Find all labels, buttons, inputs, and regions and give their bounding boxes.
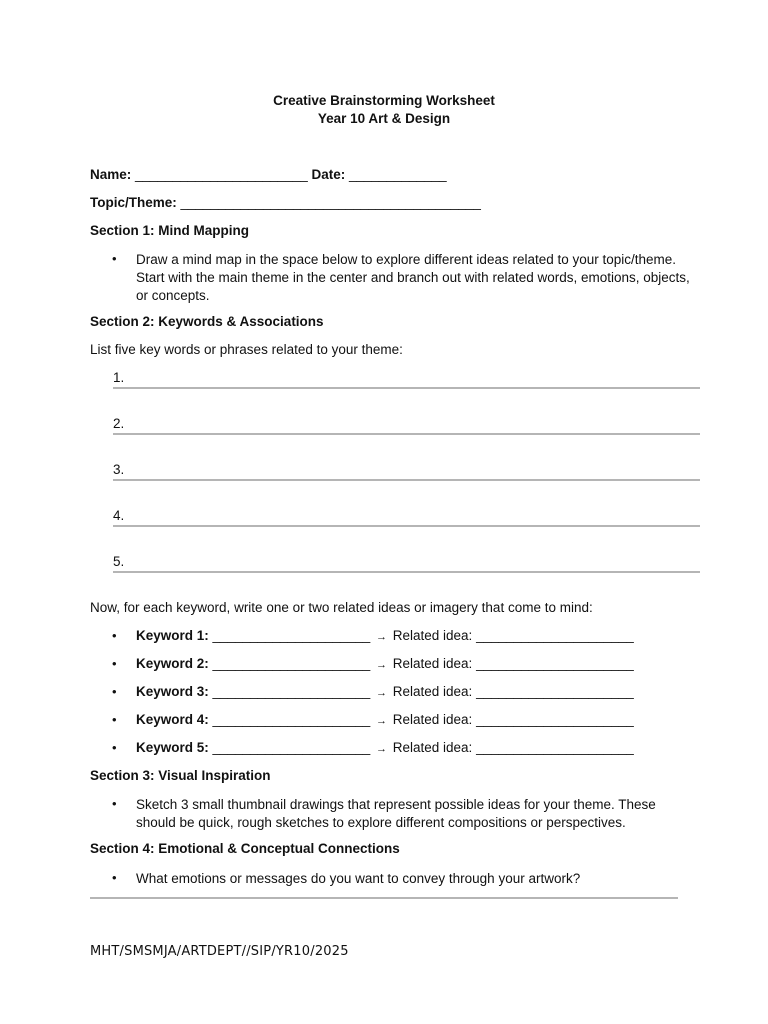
- related-idea-blank[interactable]: _____________________: [476, 740, 634, 755]
- keyword-answer-line-5[interactable]: [113, 571, 700, 573]
- keyword-number-3: 3.: [113, 462, 125, 477]
- right-arrow-icon: →: [375, 687, 387, 699]
- keyword-number-2: 2.: [113, 416, 125, 431]
- related-idea-label: Related idea:: [392, 628, 473, 643]
- topic-blank[interactable]: ________________________________________: [180, 195, 481, 210]
- related-idea-label: Related idea:: [392, 656, 473, 671]
- section3-heading: Section 3: Visual Inspiration: [90, 768, 271, 783]
- bullet-glyph: •: [112, 251, 117, 266]
- keyword-answer-line-1[interactable]: [113, 387, 700, 389]
- date-blank[interactable]: _____________: [349, 167, 447, 182]
- keyword-label: Keyword 4:: [136, 712, 209, 727]
- topic-row: [90, 195, 481, 210]
- keyword-number-4: 4.: [113, 508, 125, 523]
- topic-label: Topic/Theme:: [90, 195, 177, 210]
- keyword-row: [136, 712, 634, 727]
- title-line-2: Year 10 Art & Design: [317, 111, 451, 126]
- related-idea-blank[interactable]: _____________________: [476, 712, 634, 727]
- section1-heading: Section 1: Mind Mapping: [90, 223, 249, 238]
- section2-intro: List five key words or phrases related to your theme:: [90, 342, 403, 357]
- right-arrow-icon: →: [375, 659, 387, 671]
- keyword-label: Keyword 3:: [136, 684, 209, 699]
- keyword-number-5: 5.: [113, 554, 125, 569]
- related-idea-label: Related idea:: [392, 740, 473, 755]
- related-idea-label: Related idea:: [392, 712, 473, 727]
- keyword-answer-line-3[interactable]: [113, 479, 700, 481]
- bullet-glyph: •: [112, 796, 117, 811]
- keyword-label: Keyword 1:: [136, 628, 209, 643]
- date-label: Date:: [311, 167, 346, 182]
- keyword-number-1: 1.: [113, 370, 125, 385]
- name-label: Name:: [90, 167, 132, 182]
- related-idea-label: Related idea:: [392, 684, 473, 699]
- related-idea-blank[interactable]: _____________________: [476, 656, 634, 671]
- worksheet-title: [0, 92, 768, 128]
- section4-heading: Section 4: Emotional & Conceptual Connections: [90, 841, 400, 856]
- right-arrow-icon: →: [375, 743, 387, 755]
- section4-answer-line[interactable]: [90, 897, 678, 899]
- section2-followup: Now, for each keyword, write one or two related ideas or imagery that come to mind:: [90, 600, 593, 615]
- name-blank[interactable]: _______________________: [135, 167, 308, 182]
- keyword-row: [136, 740, 634, 755]
- right-arrow-icon: →: [375, 631, 387, 643]
- section2-heading: Section 2: Keywords & Associations: [90, 314, 324, 329]
- keyword-label: Keyword 5:: [136, 740, 209, 755]
- section4-question: What emotions or messages do you want to convey through your artwork?: [136, 871, 581, 886]
- related-idea-blank[interactable]: _____________________: [476, 628, 634, 643]
- right-arrow-icon: →: [375, 715, 387, 727]
- keyword-row: [136, 684, 634, 699]
- bullet-glyph: •: [112, 870, 117, 885]
- section1-instruction: Draw a mind map in the space below to explore different ideas related to your topic/theme. Start with the main theme in the center and branch out with related words, emotions, objects, or concepts.: [136, 252, 690, 303]
- keyword-blank[interactable]: _____________________: [212, 712, 371, 727]
- keyword-blank[interactable]: _____________________: [212, 656, 371, 671]
- bullet-glyph: •: [112, 740, 117, 755]
- keyword-answer-line-2[interactable]: [113, 433, 700, 435]
- keyword-blank[interactable]: _____________________: [212, 740, 371, 755]
- related-idea-blank[interactable]: _____________________: [476, 684, 634, 699]
- keyword-label: Keyword 2:: [136, 656, 209, 671]
- keyword-row: [136, 628, 634, 643]
- section3-instruction: Sketch 3 small thumbnail drawings that represent possible ideas for your theme. These should be quick, rough sketches to explore different compositions or perspectives.: [136, 797, 656, 830]
- bullet-glyph: •: [112, 656, 117, 671]
- document-footer-code: MHT/SMSMJA/ARTDEPT//SIP/YR10/2025: [90, 944, 349, 959]
- bullet-glyph: •: [112, 684, 117, 699]
- keyword-blank[interactable]: _____________________: [212, 628, 371, 643]
- keyword-row: [136, 656, 634, 671]
- title-line-1: Creative Brainstorming Worksheet: [273, 93, 495, 108]
- keyword-blank[interactable]: _____________________: [212, 684, 371, 699]
- bullet-glyph: •: [112, 712, 117, 727]
- bullet-glyph: •: [112, 628, 117, 643]
- keyword-answer-line-4[interactable]: [113, 525, 700, 527]
- name-date-row: [90, 167, 447, 182]
